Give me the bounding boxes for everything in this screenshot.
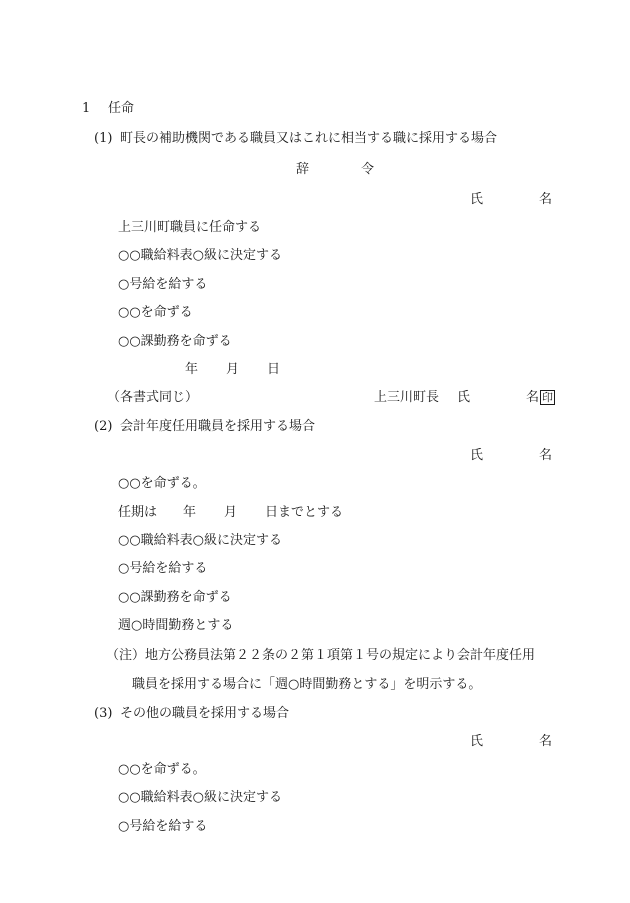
section-number: 1 xyxy=(82,101,91,116)
date-line: 年 月 日 xyxy=(185,362,281,377)
note-line-1: （注）地方公務員法第２２条の２第１項第１号の規定により会計年度任用 xyxy=(106,648,536,663)
heading-char-2: 令 xyxy=(361,162,375,177)
format-note: （各書式同じ） xyxy=(107,390,199,405)
body-line: ○○を命ずる。 xyxy=(118,762,206,777)
body-line: 週○時間勤務とする xyxy=(118,618,234,633)
note-line-2: 職員を採用する場合に「週○時間勤務とする」を明示する。 xyxy=(132,677,482,692)
recipient-name: 氏 名 xyxy=(470,192,553,207)
note-label: （注） xyxy=(106,648,146,663)
subsection-number-2: (2) xyxy=(94,419,113,434)
body-line: 上三川町職員に任命する xyxy=(118,220,262,235)
body-line: ○○職給料表○級に決定する xyxy=(118,533,283,548)
seal-mark: 印 xyxy=(542,391,554,404)
body-line: ○号給を給する xyxy=(118,561,208,576)
heading-char-1: 辞 xyxy=(296,162,310,177)
body-line: ○○課勤務を命ずる xyxy=(118,590,232,605)
section-title: 任命 xyxy=(108,101,135,116)
recipient-name: 氏 名 xyxy=(470,734,553,749)
recipient-name: 氏 名 xyxy=(470,448,553,463)
subsection-title-3: その他の職員を採用する場合 xyxy=(120,706,290,721)
term-line: 任期は 年 月 日までとする xyxy=(118,505,344,520)
subsection-title-2: 会計年度任用職員を採用する場合 xyxy=(120,419,316,434)
signer-title: 上三川町長 xyxy=(374,390,440,405)
subsection-number-1: (1) xyxy=(94,131,113,146)
document-heading xyxy=(296,162,374,178)
body-line: ○○を命ずる xyxy=(118,305,193,320)
body-line: ○号給を給する xyxy=(118,819,208,834)
section-heading xyxy=(82,101,134,117)
subsection-heading-3 xyxy=(94,706,289,722)
body-line: ○○課勤務を命ずる xyxy=(118,334,232,349)
body-line: ○○職給料表○級に決定する xyxy=(118,790,283,805)
subsection-number-3: (3) xyxy=(94,706,113,721)
subsection-heading-1 xyxy=(94,131,497,147)
signer-line: 上三川町長 氏 名 印 xyxy=(374,390,554,405)
body-line: ○○を命ずる。 xyxy=(118,476,206,491)
subsection-title-1: 町長の補助機関である職員又はこれに相当する職に採用する場合 xyxy=(120,131,498,146)
body-line: ○○職給料表○級に決定する xyxy=(118,248,283,263)
subsection-heading-2 xyxy=(94,419,315,435)
body-line: ○号給を給する xyxy=(118,277,208,292)
